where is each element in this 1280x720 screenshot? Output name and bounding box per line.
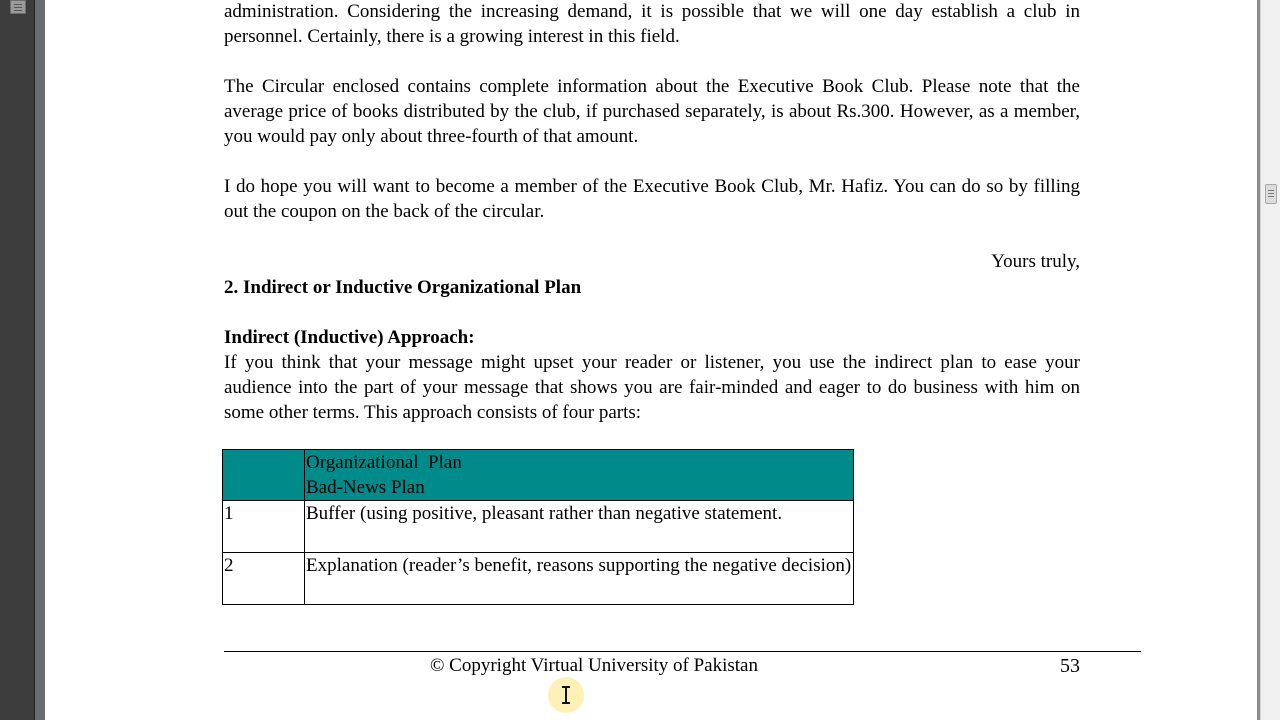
paragraph-membership: I do hope you will want to become a member of the Executive Book Club, Mr. Hafiz. You can do so by filling out the coupon on the back of the circular. xyxy=(224,176,1080,222)
vertical-scrollbar[interactable] xyxy=(1260,0,1280,720)
footer-copyright: © Copyright Virtual University of Pakistan xyxy=(429,655,758,676)
subheading-approach: Indirect (Inductive) Approach: xyxy=(224,327,475,348)
plan-table xyxy=(222,449,854,605)
text-cursor-icon xyxy=(565,686,567,704)
paragraph-indirect-approach: If you think that your message might upset your reader or listener, you use the indirect plan to ease your audience into the part of your message that shows you are fair-minded and eager to do business with him on some other terms. This approach consists of four parts: xyxy=(224,352,1080,423)
table-header-row xyxy=(223,450,854,501)
page-number: 53 xyxy=(1060,655,1080,677)
table-header-line1: Organizational Plan xyxy=(306,452,462,473)
table-header-cell xyxy=(305,450,854,501)
pages-panel-icon[interactable] xyxy=(10,0,26,14)
paragraph-circular: The Circular enclosed contains complete information about the Executive Book Club. Please note that the average price of books distributed by the club, if purchased separately, is about Rs.300. However, as a member, you would pay only about three-fourth of that amount. xyxy=(224,76,1080,147)
section-heading: 2. Indirect or Inductive Organizational Plan xyxy=(224,277,582,298)
row-text: Explanation (reader’s benefit, reasons supporting the negative decision) xyxy=(305,553,854,605)
closing-salutation: Yours truly, xyxy=(991,251,1080,272)
footer-divider xyxy=(224,651,1141,652)
table-row xyxy=(223,553,854,605)
table-header-blank xyxy=(223,450,305,501)
table-header-line2: Bad-News Plan xyxy=(306,477,425,498)
scrollbar-thumb[interactable] xyxy=(1265,184,1277,204)
table-row xyxy=(223,501,854,553)
paragraph-administration: administration. Considering the increasing demand, it is possible that we will one day establish a club in personnel. Certainly, there is a growing interest in this field. xyxy=(224,1,1080,47)
viewer-gutter xyxy=(35,0,45,720)
row-text: Buffer (using positive, pleasant rather than negative statement. xyxy=(305,501,854,553)
row-number: 2 xyxy=(223,553,305,605)
left-side-panel xyxy=(0,0,35,720)
row-number: 1 xyxy=(223,501,305,553)
